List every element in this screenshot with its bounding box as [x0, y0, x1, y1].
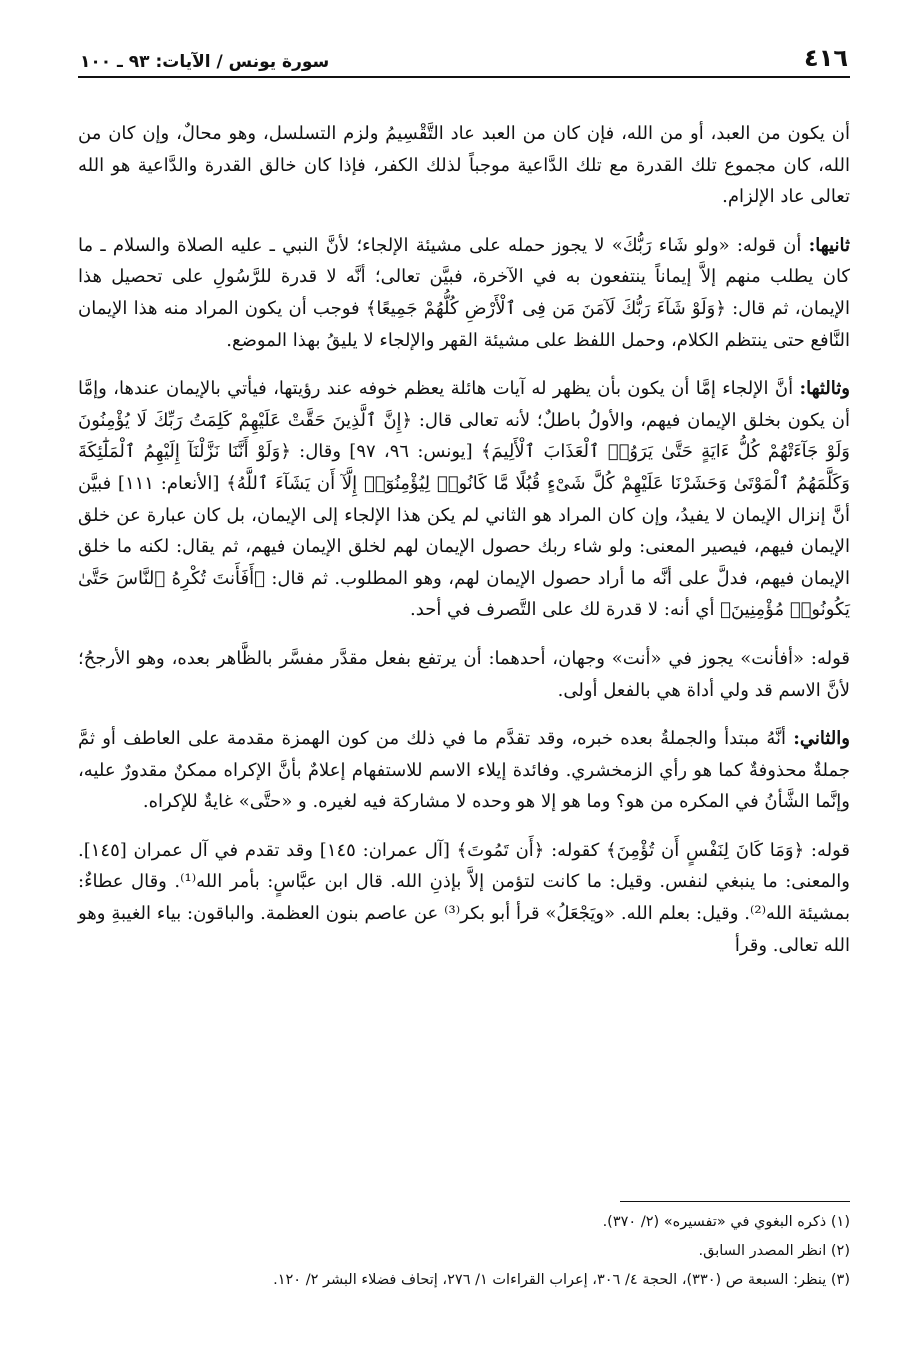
page-number: ٤١٦	[804, 44, 848, 72]
footnote: (١) ذكره البغوي في «تفسيره» (٢/ ٣٧٠).	[602, 1214, 850, 1230]
footnote-divider	[620, 1201, 850, 1202]
paragraph-text: أن يكون من العبد، أو من الله، فإن كان من العبد عاد التَّقْسِيمُ ولزم التسلسل، وهو محالٌ، وإن كان من الله، كان مجموع تلك القدرة مع تلك الدَّاعية موجباً لذلك الكفر، فإذا كان خالق القدرة والدَّاعية هو الله تعالى عاد الإلزام.	[78, 123, 850, 208]
footnote: (٢) انظر المصدر السابق.	[698, 1243, 850, 1259]
paragraph-text: أن قوله: «ولو شَاء رَبُّكَ» لا يجوز حمله على مشيئة الإلجاء؛ لأنَّ النبي ـ عليه الصلاة والسلام ـ ما كان يطلب منهم إلاَّ إيماناً ينتفعون به في الآخرة، فبيَّن تعالى؛ أنَّه لا قدرة للرَّسُولِ على تحصيل هذا الإيمان، ثم قال: ﴿وَلَوْ شَآءَ رَبُّكَ لَآمَنَ مَن فِى ٱلْأَرْضِ كُلُّهُمْ جَمِيعًا﴾ فوجب أن يكون المراد منه هذا الإيمان النَّافع حتى ينتظم الكلام، وحمل اللفظ على مشيئة القهر والإلجاء لا يليقُ بهذا الموضع.	[78, 234, 850, 351]
paragraph	[78, 118, 850, 213]
paragraph-text: أنَّهُ مبتدأ والجملةُ بعده خبره، وقد تقدَّم ما في ذلك من كون الهمزة مقدمة على العاطف أو ثمَّ جملةٌ محذوفةٌ كما هو رأي الزمخشري. وفائدة إيلاء الاسم للاستفهام إعلامٌ بأنَّ الإكراه ممكنٌ مقدورٌ عليه، وإنَّما الشَّأنُ في المكره من هو؟ وما هو إلا هو وحده لا مشاركة فيه لغيره. و «حتَّى» غايةٌ للإكراه.	[78, 728, 850, 813]
paragraph	[78, 643, 850, 706]
paragraph-text: قوله: «أفأنت» يجوز في «أنت» وجهان، أحدهما: أن يرتفع بفعل مقدَّر مفسَّر بالظَّاهر بعده، وهو الأرجحُ؛ لأنَّ الاسم قد ولي أداة هي بالفعل أولى.	[78, 647, 850, 701]
paragraph-text: قوله: ﴿وَمَا كَانَ لِنَفْسٍ أَن تُؤْمِنَ﴾ كقوله: ﴿أَن تَمُوتَ﴾ [آل عمران: ١٤٥] وقد تقدم في آل عمران [١٤٥]. والمعنى: ما ينبغي لنفس. وقيل: ما كانت لتؤمن إلاَّ بإذنِ الله. قال ابن عبَّاسٍ: بأمر الله⁽¹⁾. وقال عطاءٌ: بمشيئة الله⁽²⁾. وقيل: بعلم الله. «ويَجْعَلُ» قرأ أبو بكر⁽³⁾ عن عاصم بنون العظمة. والباقون: بياء الغيبةِ وهو الله تعالى. وقرأ	[78, 839, 851, 956]
paragraph-lead: وثالثها:	[799, 378, 850, 400]
paragraph-lead: والثاني:	[793, 728, 850, 750]
paragraph-lead: ثانيها:	[808, 234, 850, 256]
footnotes	[78, 1208, 850, 1295]
paragraph	[78, 723, 850, 818]
book-page	[78, 38, 850, 1348]
page-header	[78, 38, 850, 78]
running-title: سورة يونس / الآيات: ٩٣ ـ ١٠٠	[80, 52, 330, 72]
footnote: (٣) ينظر: السبعة ص (٣٣٠)، الحجة ٤/ ٣٠٦، إعراب القراءات ١/ ٢٧٦، إتحاف فضلاء البشر ٢/ ١٢٠.	[273, 1272, 850, 1288]
paragraph-text: أنَّ الإلجاء إمَّا أن يكون بأن يظهر له آيات هائلة يعظم خوفه عند رؤيتها، فيأتي بالإيمان عندها، وإمَّا أن يكون بخلق الإيمان فيهم، والأولُ باطلٌ؛ لأنه تعالى قال: ﴿إِنَّ ٱلَّذِينَ حَقَّتْ عَلَيْهِمْ كَلِمَتُ رَبِّكَ لَا يُؤْمِنُونَ وَلَوْ جَآءَتْهُمْ كُلُّ ءَايَةٍ حَتَّىٰ يَرَوُا۟ ٱلْعَذَابَ ٱلْأَلِيمَ﴾ [يونس: ٩٦، ٩٧] وقال: ﴿وَلَوْ أَنَّنَا نَزَّلْنَآ إِلَيْهِمُ ٱلْمَلَٰٓئِكَةَ وَكَلَّمَهُمُ ٱلْمَوْتَىٰ وَحَشَرْنَا عَلَيْهِمْ كُلَّ شَىْءٍ قُبُلًا مَّا كَانُوا۟ لِيُؤْمِنُوٓا۟ إِلَّآ أَن يَشَآءَ ٱللَّهُ﴾ [الأنعام: ١١١] فبيَّن أنَّ إنزال الإيمان لا يفيدُ، وإن كان المراد هو الثاني لم يكن هذا الإلجاء إلى الإيمان، بل كان عبارة عن خلق الإيمان فيهم، فيصير المعنى: ولو شاء ربك حصول الإيمان لهم لخلق الإيمان فيهم، ثم يقال: لكنه ما خلق الإيمان فيهم، فدلَّ على أنَّه ما أراد حصول الإيمان لهم، وهو المطلوب. ثم قال: ﴿أَفَأَنتَ تُكْرِهُ ٱلنَّاسَ حَتَّىٰ يَكُونُوا۟ مُؤْمِنِينَ﴾ أي أنه: لا قدرة لك على التَّصرف في أحد.	[78, 378, 850, 621]
paragraph	[78, 373, 850, 626]
page-body	[78, 118, 850, 961]
paragraph	[78, 230, 850, 356]
paragraph	[78, 835, 850, 961]
